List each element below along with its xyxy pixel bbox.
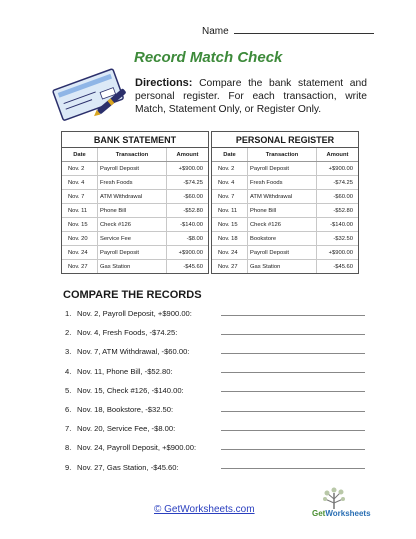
cell-amount: -$45.60 [317,260,359,274]
table-row [212,232,358,246]
cell-transaction: Service Fee [98,232,167,246]
answer-line[interactable] [221,467,365,469]
item-text: Nov. 11, Phone Bill, -$52.80: [77,366,173,376]
list-item [65,400,365,419]
item-number: 5. [65,385,72,395]
cell-date: Nov. 27 [212,260,248,274]
item-number: 4. [65,366,72,376]
cell-date: Nov. 24 [62,246,98,260]
cell-transaction: Phone Bill [98,204,167,218]
page-title: Record Match Check [134,49,283,66]
bank-statement-grid [62,148,208,273]
tree-logo-icon [308,485,371,525]
compare-heading: COMPARE THE RECORDS [63,289,202,301]
cell-transaction: Phone Bill [248,204,317,218]
column-header-date: Date [62,148,98,162]
table-row [212,176,358,190]
list-item [65,458,365,477]
directions-label: Directions: [135,77,193,89]
cell-amount: -$60.00 [317,190,359,204]
table-row [62,260,208,274]
item-text: Nov. 15, Check #126, -$140.00: [77,385,184,395]
cell-amount: -$45.60 [167,260,209,274]
logo-part-get: Get [312,509,326,518]
bank-statement-heading: BANK STATEMENT [62,132,208,148]
cell-date: Nov. 20 [62,232,98,246]
personal-register-rows [212,162,358,274]
item-number: 9. [65,462,72,472]
cell-transaction: Payroll Deposit [248,246,317,260]
cell-amount: -$8.00 [167,232,209,246]
column-header-transaction: Transaction [98,148,167,162]
item-number: 1. [65,309,72,319]
list-item [65,323,365,342]
website-link[interactable]: © GetWorksheets.com [154,504,255,515]
item-text: Nov. 18, Bookstore, -$32.50: [77,405,174,415]
cell-amount: +$900.00 [317,246,359,260]
cell-transaction: Payroll Deposit [98,162,167,176]
logo-part-worksheets: Worksheets [325,509,371,518]
logo-text [312,509,371,518]
item-text: Nov. 4, Fresh Foods, -$74.25: [77,328,178,338]
column-header-transaction: Transaction [248,148,317,162]
cell-transaction: Fresh Foods [248,176,317,190]
list-item [65,304,365,323]
list-item [65,362,365,381]
list-item [65,381,365,400]
cell-transaction: ATM Withdrawal [248,190,317,204]
cell-amount: -$74.25 [317,176,359,190]
answer-line[interactable] [221,429,365,431]
table-row [212,218,358,232]
cell-amount: -$74.25 [167,176,209,190]
bank-statement-table [61,131,209,274]
list-item [65,419,365,438]
table-row [212,246,358,260]
table-row [212,162,358,176]
column-header-amount: Amount [317,148,359,162]
personal-register-heading: PERSONAL REGISTER [212,132,358,148]
item-text: Nov. 2, Payroll Deposit, +$900.00: [77,309,192,319]
cell-date: Nov. 4 [212,176,248,190]
cell-date: Nov. 2 [212,162,248,176]
table-row [62,190,208,204]
item-number: 8. [65,443,72,453]
column-header-amount: Amount [167,148,209,162]
cell-amount: -$52.80 [167,204,209,218]
cell-date: Nov. 24 [212,246,248,260]
answer-line[interactable] [221,410,365,412]
table-row [212,190,358,204]
cell-transaction: Gas Station [98,260,167,274]
directions-text: Compare the bank statement and personal register. For each transaction, write Match, Statement Only, or Register Only. [135,78,367,115]
list-item [65,342,365,361]
item-number: 6. [65,405,72,415]
list-item [65,438,365,457]
item-text: Nov. 20, Service Fee, -$8.00: [77,424,176,434]
cell-transaction: Check #126 [98,218,167,232]
cell-transaction: Check #126 [248,218,317,232]
personal-register-grid [212,148,358,273]
name-line [234,24,374,34]
table-row [62,232,208,246]
answer-line[interactable] [221,314,365,316]
cell-date: Nov. 7 [62,190,98,204]
check-and-pen-icon [50,64,132,124]
cell-date: Nov. 15 [212,218,248,232]
cell-transaction: Payroll Deposit [248,162,317,176]
item-text: Nov. 24, Payroll Deposit, +$900.00: [77,443,197,453]
cell-date: Nov. 4 [62,176,98,190]
directions [135,77,367,116]
compare-list [65,304,365,477]
cell-transaction: Gas Station [248,260,317,274]
bank-statement-rows [62,162,208,274]
cell-amount: +$900.00 [317,162,359,176]
item-text: Nov. 7, ATM Withdrawal, -$60.00: [77,347,190,357]
cell-transaction: Fresh Foods [98,176,167,190]
cell-date: Nov. 2 [62,162,98,176]
cell-amount: +$900.00 [167,246,209,260]
cell-amount: -$60.00 [167,190,209,204]
item-number: 7. [65,424,72,434]
answer-line[interactable] [221,371,365,373]
answer-line[interactable] [221,352,365,354]
answer-line[interactable] [221,390,365,392]
cell-amount: -$32.50 [317,232,359,246]
table-row [212,204,358,218]
table-row [212,260,358,274]
table-row [62,246,208,260]
cell-date: Nov. 18 [212,232,248,246]
cell-date: Nov. 27 [62,260,98,274]
name-row [202,24,374,37]
cell-date: Nov. 7 [212,190,248,204]
cell-amount: -$140.00 [167,218,209,232]
item-number: 2. [65,328,72,338]
cell-date: Nov. 11 [62,204,98,218]
cell-transaction: Payroll Deposit [98,246,167,260]
item-number: 3. [65,347,72,357]
cell-amount: -$52.80 [317,204,359,218]
item-text: Nov. 27, Gas Station, -$45.60: [77,462,179,472]
answer-line[interactable] [221,448,365,450]
personal-register-table [211,131,359,274]
cell-amount: -$140.00 [317,218,359,232]
cell-date: Nov. 11 [212,204,248,218]
table-row [62,204,208,218]
cell-transaction: Bookstore [248,232,317,246]
table-row [62,162,208,176]
column-header-date: Date [212,148,248,162]
cell-date: Nov. 15 [62,218,98,232]
cell-amount: +$900.00 [167,162,209,176]
answer-line[interactable] [221,333,365,335]
table-row [62,176,208,190]
cell-transaction: ATM Withdrawal [98,190,167,204]
name-label: Name [202,26,229,37]
table-row [62,218,208,232]
